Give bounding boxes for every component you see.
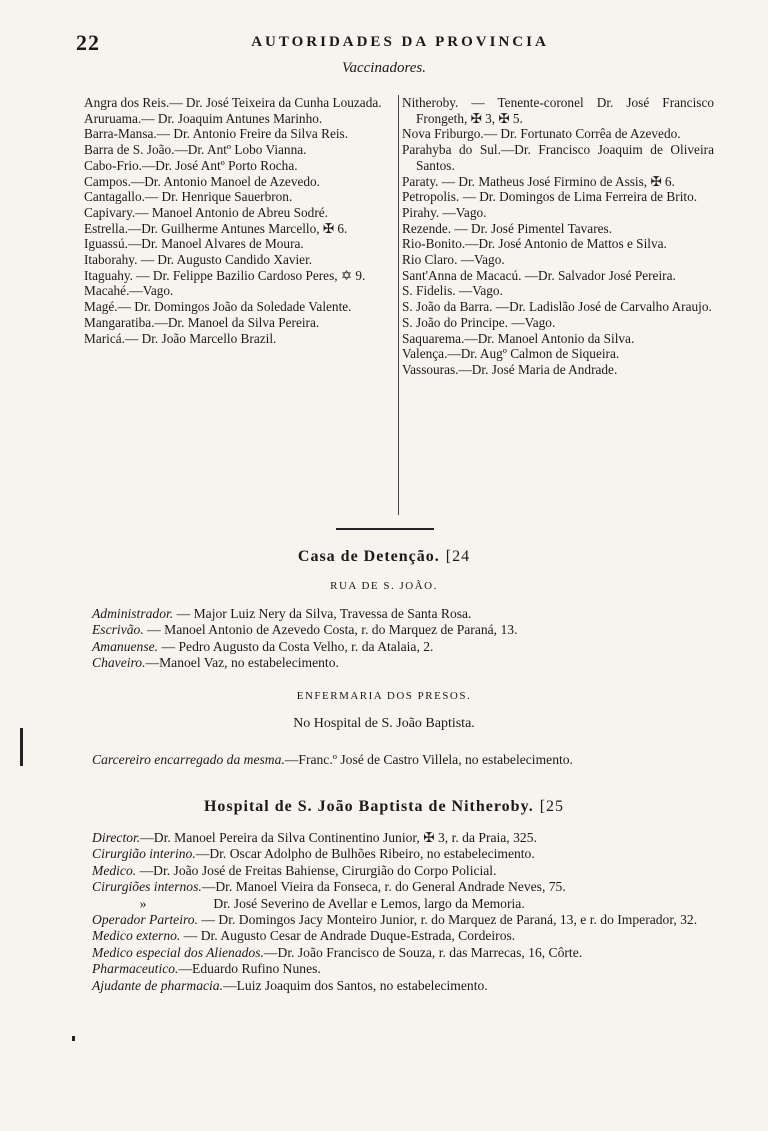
list-item: Pirahy. —Vago. bbox=[402, 204, 487, 220]
staff-row bbox=[92, 830, 724, 846]
staff-detail: — Dr. Domingos Jacy Monteiro Junior, r. do Marquez de Paraná, 13, e r. do Imperador, 32. bbox=[197, 912, 698, 928]
list-item: Vassouras.—Dr. José Maria de Andrade. bbox=[402, 361, 618, 377]
hospital-staff-list bbox=[92, 830, 724, 994]
staff-row bbox=[92, 622, 724, 638]
staff-role: Escrivão. bbox=[92, 622, 144, 638]
list-item: Barra de S. João.—Dr. Antº Lobo Vianna. bbox=[84, 142, 307, 158]
infirmary-heading: ENFERMARIA DOS PRESOS. bbox=[296, 690, 472, 702]
hospital-heading: Hospital de S. João Baptista de Nitheroby. bbox=[203, 798, 534, 815]
list-item: Itaborahy. — Dr. Augusto Candido Xavier. bbox=[84, 252, 313, 268]
vaccinators-title: Vaccinadores. bbox=[341, 60, 426, 76]
staff-detail: — Manoel Antonio de Azevedo Costa, r. do Marquez de Paraná, 13. bbox=[143, 622, 518, 638]
staff-row bbox=[92, 896, 724, 912]
list-item: Angra dos Reis.— Dr. José Teixeira da Cunha Louzada. bbox=[84, 95, 382, 110]
list-item: Campos.—Dr. Antonio Manoel de Azevedo. bbox=[84, 173, 320, 189]
list-item: Estrella.—Dr. Guilherme Antunes Marcello, ✠ 6. bbox=[84, 220, 348, 236]
margin-mark bbox=[20, 728, 23, 766]
list-item: Capivary.— Manoel Antonio de Abreu Sodré. bbox=[84, 204, 328, 220]
list-item: Itaguahy. — Dr. Felippe Bazilio Cardoso Peres, ✡ 9. bbox=[84, 267, 366, 283]
staff-role: Chaveiro. bbox=[92, 655, 146, 671]
list-item: Paraty. — Dr. Matheus José Firmino de Assis, ✠ 6. bbox=[402, 173, 675, 189]
list-item: Valença.—Dr. Augº Calmon de Siqueira. bbox=[402, 346, 620, 362]
ditto-mark: » bbox=[139, 895, 147, 911]
staff-role: Medico externo. bbox=[92, 928, 181, 944]
vaccinators-right-column bbox=[402, 95, 714, 378]
staff-role: Cirurgião interino. bbox=[92, 846, 196, 862]
staff-role: Cirurgiões internos. bbox=[92, 879, 202, 895]
detention-house-title bbox=[0, 548, 768, 566]
infirmary-location: No Hospital de S. João Baptista. bbox=[293, 716, 475, 731]
list-item: Parahyba do Sul.—Dr. Francisco Joaquim de Oliveira Santos. bbox=[402, 142, 714, 173]
list-item: Cabo-Frio.—Dr. José Antº Porto Rocha. bbox=[84, 157, 298, 173]
list-item: Rio-Bonito.—Dr. José Antonio de Mattos e Silva. bbox=[402, 236, 667, 252]
staff-row bbox=[92, 912, 724, 928]
staff-row bbox=[92, 928, 724, 944]
list-item: Magé.— Dr. Domingos João da Soledade Valente. bbox=[84, 299, 352, 315]
staff-role: Pharmaceutico. bbox=[92, 961, 179, 977]
staff-role: Administrador. bbox=[92, 606, 174, 621]
hospital-ref: [25 bbox=[539, 798, 565, 815]
hospital-title bbox=[0, 798, 768, 816]
list-item: Sant'Anna de Macacú. —Dr. Salvador José Pereira. bbox=[402, 267, 676, 283]
staff-row bbox=[92, 978, 724, 994]
staff-detail: Dr. José Severino de Avellar e Lemos, largo da Memoria. bbox=[210, 895, 525, 911]
list-item: Rezende. — Dr. José Pimentel Tavares. bbox=[402, 220, 613, 236]
vaccinators-left-column bbox=[84, 95, 396, 346]
column-divider bbox=[398, 95, 399, 515]
staff-detail: —Dr. João José de Freitas Bahiense, Cirurgião do Corpo Policial. bbox=[136, 862, 497, 878]
list-item: Nitheroby. — Tenente-coronel Dr. José Francisco Frongeth, ✠ 3, ✠ 5. bbox=[402, 95, 714, 126]
staff-detail: —Manoel Vaz, no estabelecimento. bbox=[145, 655, 339, 671]
running-title: AUTORIDADES DA PROVINCIA bbox=[251, 34, 549, 50]
page-number: 22 bbox=[76, 30, 100, 55]
staff-role: Director. bbox=[92, 830, 141, 845]
page-header bbox=[76, 30, 724, 54]
staff-role: Medico. bbox=[92, 862, 137, 878]
staff-detail: —Luiz Joaquim dos Santos, no estabelecimento. bbox=[223, 977, 488, 993]
vaccinators-columns bbox=[84, 95, 724, 515]
list-item: Nova Friburgo.— Dr. Fortunato Corrêa de Azevedo. bbox=[402, 126, 681, 142]
detention-house-address: RUA DE S. JOÃO. bbox=[330, 580, 438, 592]
list-item: S. Fidelis. —Vago. bbox=[402, 283, 503, 299]
list-item: S. João da Barra. —Dr. Ladislão José de Carvalho Araujo. bbox=[402, 299, 712, 315]
list-item: Petropolis. — Dr. Domingos de Lima Ferreira de Brito. bbox=[402, 189, 698, 205]
list-item: Barra-Mansa.— Dr. Antonio Freire da Silva Reis. bbox=[84, 126, 349, 142]
list-item: Iguassú.—Dr. Manoel Alvares de Moura. bbox=[84, 236, 304, 252]
staff-row bbox=[92, 639, 724, 655]
staff-row bbox=[92, 752, 724, 768]
staff-detail: —Eduardo Rufino Nunes. bbox=[178, 961, 321, 977]
staff-row bbox=[92, 606, 724, 622]
margin-dot bbox=[72, 1036, 75, 1041]
staff-detail: — Dr. Augusto Cesar de Andrade Duque-Estrada, Cordeiros. bbox=[180, 928, 516, 944]
staff-row bbox=[92, 655, 724, 671]
detention-staff-list bbox=[92, 606, 724, 672]
staff-detail: —Dr. João Francisco de Souza, r. das Marrecas, 16, Côrte. bbox=[263, 944, 583, 960]
staff-detail: —Dr. Oscar Adolpho de Bulhões Ribeiro, no estabelecimento. bbox=[195, 846, 535, 862]
detention-house-ref: [24 bbox=[445, 548, 471, 565]
list-item: Macahé.—Vago. bbox=[84, 283, 174, 299]
staff-row bbox=[92, 863, 724, 879]
list-item: Mangaratiba.—Dr. Manoel da Silva Pereira. bbox=[84, 314, 320, 330]
list-item: Rio Claro. —Vago. bbox=[402, 252, 505, 268]
list-item: Aruruama.— Dr. Joaquim Antunes Marinho. bbox=[84, 110, 323, 126]
jailer-line bbox=[92, 752, 724, 768]
staff-role: Ajudante de pharmacia. bbox=[92, 977, 224, 993]
list-item: Maricá.— Dr. João Marcello Brazil. bbox=[84, 330, 277, 346]
staff-detail: —Dr. Manoel Vieira da Fonseca, r. do General Andrade Neves, 75. bbox=[201, 879, 566, 895]
list-item: Cantagallo.— Dr. Henrique Sauerbron. bbox=[84, 189, 293, 205]
staff-detail: —Dr. Manoel Pereira da Silva Continentino Junior, ✠ 3, r. da Praia, 325. bbox=[140, 830, 537, 845]
staff-row bbox=[92, 961, 724, 977]
list-item: Saquarema.—Dr. Manoel Antonio da Silva. bbox=[402, 330, 635, 346]
staff-detail: —Franc.º José de Castro Villela, no estabelecimento. bbox=[284, 752, 573, 767]
staff-detail: — Major Luiz Nery da Silva, Travessa de Santa Rosa. bbox=[173, 606, 472, 621]
staff-row bbox=[92, 945, 724, 961]
section-divider bbox=[336, 528, 434, 530]
staff-row bbox=[92, 846, 724, 862]
staff-role: Medico especial dos Alienados. bbox=[92, 944, 264, 960]
list-item: S. João do Principe. —Vago. bbox=[402, 314, 556, 330]
staff-role: Operador Parteiro. bbox=[92, 912, 198, 928]
staff-role: Amanuense. bbox=[92, 638, 159, 654]
staff-row bbox=[92, 879, 724, 895]
detention-house-heading: Casa de Detenção. bbox=[297, 548, 440, 565]
staff-role: Carcereiro encarregado da mesma. bbox=[92, 752, 285, 767]
staff-detail: — Pedro Augusto da Costa Velho, r. da Atalaia, 2. bbox=[158, 638, 434, 654]
